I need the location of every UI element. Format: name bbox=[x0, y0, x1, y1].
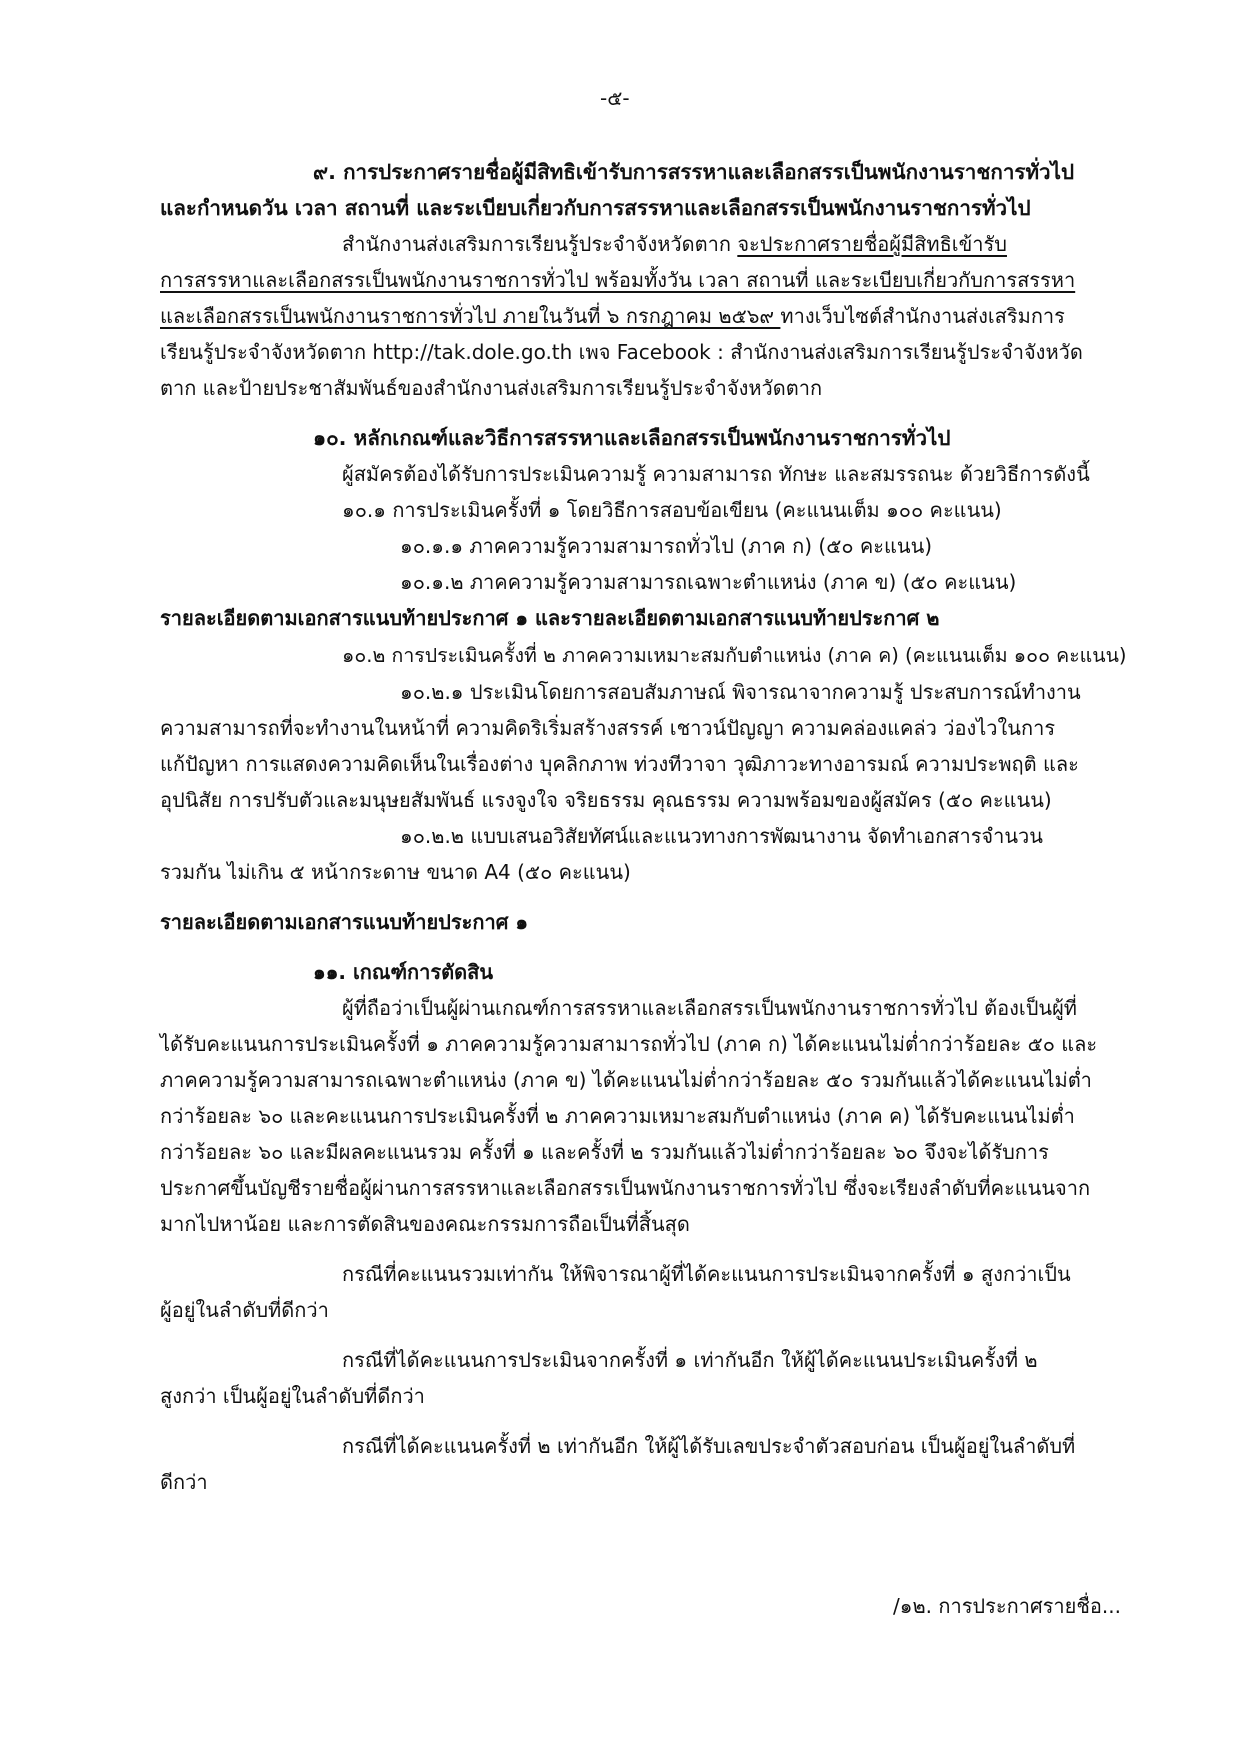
section-11-paragraph-1-line-4: กว่าร้อยละ ๖๐ และคะแนนการประเมินครั้งที่ ๒ ภาคความเหมาะสมกับตำแหน่ง (ภาค ค) ได้รับคะแนนไม่ต่ำ bbox=[160, 1104, 1075, 1128]
section-9-heading-line-1: ๙. การประกาศรายชื่อผู้มีสิทธิเข้ารับการสรรหาและเลือกสรรเป็นพนักงานราชการทั่วไป bbox=[313, 160, 1075, 184]
item-10-1: ๑๐.๑ การประเมินครั้งที่ ๑ โดยวิธีการสอบข้อเขียน (คะแนนเต็ม ๑๐๐ คะแนน) bbox=[342, 498, 1002, 522]
section-10-intro: ผู้สมัครต้องได้รับการประเมินความรู้ ความสามารถ ทักษะ และสมรรถนะ ด้วยวิธีการดังนี้ bbox=[342, 462, 1090, 486]
item-10-2-1-line-1: ๑๐.๒.๑ ประเมินโดยการสอบสัมภาษณ์ พิจารณาจากความรู้ ประสบการณ์ทำงาน bbox=[400, 680, 1081, 704]
item-10-2-1-line-3: แก้ปัญหา การแสดงความคิดเห็นในเรื่องต่าง บุคลิกภาพ ท่วงทีวาจา วุฒิภาวะทางอารมณ์ ความประพฤติ และ bbox=[160, 752, 1079, 776]
section-9-underlined-text: จะประกาศรายชื่อผู้มีสิทธิเข้ารับ bbox=[737, 232, 1007, 256]
section-9-text: ทางเว็บไซต์สำนักงานส่งเสริมการ bbox=[780, 304, 1065, 328]
item-10-2-1-line-2: ความสามารถที่จะทำงานในหน้าที่ ความคิดริเริ่มสร้างสรรค์ เชาวน์ปัญญา ความคล่องแคล่ว ว่องไวในการ bbox=[160, 716, 1056, 740]
page-number: -๕- bbox=[600, 86, 630, 110]
detail-reference-2: รายละเอียดตามเอกสารแนบท้ายประกาศ ๑ bbox=[160, 910, 529, 934]
section-11-heading: ๑๑. เกณฑ์การตัดสิน bbox=[313, 960, 493, 984]
section-11-paragraph-1-line-6: ประกาศขึ้นบัญชีรายชื่อผู้ผ่านการสรรหาและเลือกสรรเป็นพนักงานราชการทั่วไป ซึ่งจะเรียงลำดับที่คะแนนจาก bbox=[160, 1176, 1091, 1200]
section-10-heading: ๑๐. หลักเกณฑ์และวิธีการสรรหาและเลือกสรรเป็นพนักงานราชการทั่วไป bbox=[313, 426, 951, 450]
section-9-heading-line-2: และกำหนดวัน เวลา สถานที่ และระเบียบเกี่ยวกับการสรรหาและเลือกสรรเป็นพนักงานราชการทั่วไป bbox=[160, 196, 1031, 220]
section-9-paragraph-line-5: ตาก และป้ายประชาสัมพันธ์ของสำนักงานส่งเสริมการเรียนรู้ประจำจังหวัดตาก bbox=[160, 376, 823, 400]
item-10-2-2-line-2: รวมกัน ไม่เกิน ๕ หน้ากระดาษ ขนาด A4 (๕๐ คะแนน) bbox=[160, 860, 631, 884]
section-11-paragraph-1-line-2: ได้รับคะแนนการประเมินครั้งที่ ๑ ภาคความรู้ความสามารถทั่วไป (ภาค ก) ได้คะแนนไม่ต่ำกว่าร้อยละ ๕๐ และ bbox=[160, 1032, 1098, 1056]
item-10-1-1: ๑๐.๑.๑ ภาคความรู้ความสามารถทั่วไป (ภาค ก) (๕๐ คะแนน) bbox=[400, 534, 933, 558]
section-9-paragraph-line-2: การสรรหาและเลือกสรรเป็นพนักงานราชการทั่วไป พร้อมทั้งวัน เวลา สถานที่ และระเบียบเกี่ยวกับการสรรหา bbox=[160, 268, 1076, 292]
section-11-paragraph-3-line-1: กรณีที่ได้คะแนนการประเมินจากครั้งที่ ๑ เท่ากันอีก ให้ผู้ได้คะแนนประเมินครั้งที่ ๒ bbox=[342, 1348, 1038, 1372]
section-9-paragraph-line-3 bbox=[160, 306, 1065, 326]
item-10-1-2: ๑๐.๑.๒ ภาคความรู้ความสามารถเฉพาะตำแหน่ง (ภาค ข) (๕๐ คะแนน) bbox=[400, 570, 1017, 594]
section-9-text: สำนักงานส่งเสริมการเรียนรู้ประจำจังหวัดตาก bbox=[342, 232, 738, 256]
section-11-paragraph-2-line-1: กรณีที่คะแนนรวมเท่ากัน ให้พิจารณาผู้ที่ได้คะแนนการประเมินจากครั้งที่ ๑ สูงกว่าเป็น bbox=[342, 1262, 1071, 1286]
item-10-2-2-line-1: ๑๐.๒.๒ แบบเสนอวิสัยทัศน์และแนวทางการพัฒนางาน จัดทำเอกสารจำนวน bbox=[400, 824, 1043, 848]
section-11-paragraph-1-line-5: กว่าร้อยละ ๖๐ และมีผลคะแนนรวม ครั้งที่ ๑ และครั้งที่ ๒ รวมกันแล้วไม่ต่ำกว่าร้อยละ ๖๐ จึงจะได้รับการ bbox=[160, 1140, 1049, 1164]
section-11-paragraph-1-line-3: ภาคความรู้ความสามารถเฉพาะตำแหน่ง (ภาค ข) ได้คะแนนไม่ต่ำกว่าร้อยละ ๕๐ รวมกันแล้วได้คะแนนไม่ต่ำ bbox=[160, 1068, 1092, 1092]
section-11-paragraph-1-line-7: มากไปหาน้อย และการตัดสินของคณะกรรมการถือเป็นที่สิ้นสุด bbox=[160, 1212, 690, 1236]
section-11-paragraph-2-line-2: ผู้อยู่ในลำดับที่ดีกว่า bbox=[160, 1298, 329, 1322]
section-9-underlined-date: และเลือกสรรเป็นพนักงานราชการทั่วไป ภายในวันที่ ๖ กรกฎาคม ๒๕๖๙ bbox=[160, 304, 781, 328]
section-11-paragraph-4-line-2: ดีกว่า bbox=[160, 1470, 208, 1494]
section-9-paragraph-line-4: เรียนรู้ประจำจังหวัดตาก http://tak.dole.go.th เพจ Facebook : สำนักงานส่งเสริมการเรียนรู้ประจำจังหวัด bbox=[160, 340, 1083, 364]
section-11-paragraph-3-line-2: สูงกว่า เป็นผู้อยู่ในลำดับที่ดีกว่า bbox=[160, 1384, 425, 1408]
section-11-paragraph-1-line-1: ผู้ที่ถือว่าเป็นผู้ผ่านเกณฑ์การสรรหาและเลือกสรรเป็นพนักงานราชการทั่วไป ต้องเป็นผู้ที่ bbox=[342, 996, 1077, 1020]
detail-reference-1: รายละเอียดตามเอกสารแนบท้ายประกาศ ๑ และรายละเอียดตามเอกสารแนบท้ายประกาศ ๒ bbox=[160, 606, 940, 630]
section-11-paragraph-4-line-1: กรณีที่ได้คะแนนครั้งที่ ๒ เท่ากันอีก ให้ผู้ได้รับเลขประจำตัวสอบก่อน เป็นผู้อยู่ในลำดับที่ bbox=[342, 1434, 1076, 1458]
item-10-2: ๑๐.๒ การประเมินครั้งที่ ๒ ภาคความเหมาะสมกับตำแหน่ง (ภาค ค) (คะแนนเต็ม ๑๐๐ คะแนน) bbox=[342, 644, 1127, 667]
section-9-paragraph-line-1 bbox=[342, 234, 1007, 254]
item-10-2-1-line-4: อุปนิสัย การปรับตัวและมนุษยสัมพันธ์ แรงจูงใจ จริยธรรม คุณธรรม ความพร้อมของผู้สมัคร (๕๐ คะแนน) bbox=[160, 788, 1052, 812]
continuation-marker: /๑๒. การประกาศรายชื่อ... bbox=[893, 1594, 1121, 1618]
